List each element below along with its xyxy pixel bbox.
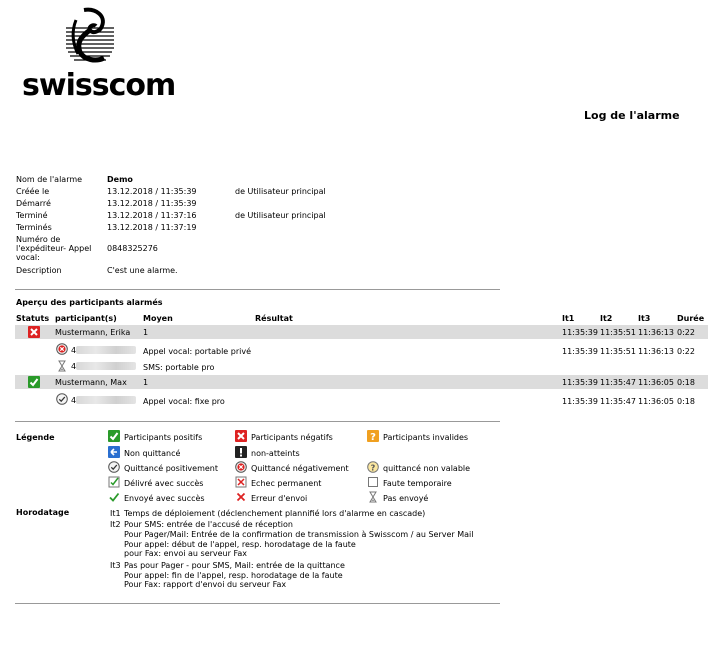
circle-x-icon — [235, 461, 247, 473]
legend-label: Participants invalides — [383, 433, 469, 442]
participant-means: 1 — [143, 328, 149, 337]
timestamps-heading: Horodatage — [16, 508, 70, 517]
timestamp-text: Pas pour Pager - pour SMS, Mail: entrée de la quittance — [124, 561, 345, 570]
duration-value: 0:18 — [677, 397, 695, 406]
black-exclamation-icon — [235, 446, 247, 458]
detail-label: Terminés — [16, 223, 52, 232]
svg-text:?: ? — [370, 432, 376, 442]
duration-value: 0:22 — [677, 347, 695, 356]
col-duration: Durée — [677, 314, 705, 323]
divider — [15, 421, 500, 422]
detail-label: Nom de l'alarme — [16, 175, 83, 184]
it3-value: 11:36:13 — [638, 347, 674, 356]
it2-value: 11:35:51 — [600, 347, 636, 356]
redacted-number — [76, 346, 136, 354]
orange-question-icon — [367, 430, 379, 442]
legend-label: non-atteints — [251, 449, 300, 458]
col-it1: It1 — [562, 314, 575, 323]
legend-label: Quittancé négativement — [251, 464, 349, 473]
detail-label: Description — [16, 266, 62, 275]
legend-label: Délivré avec succès — [124, 479, 204, 488]
detail-value: Demo — [107, 175, 133, 184]
legend-label: Faute temporaire — [383, 479, 452, 488]
redacted-number — [76, 396, 136, 404]
duration-value: 0:18 — [677, 378, 695, 387]
duration-value: 0:22 — [677, 328, 695, 337]
detail-value: 13.12.2018 / 11:35:39 — [107, 199, 197, 208]
col-it2: It2 — [600, 314, 613, 323]
legend-label: Envoyé avec succès — [124, 494, 205, 503]
circle-question-icon — [367, 461, 379, 473]
legend-label: quittancé non valable — [383, 464, 471, 473]
participant-means: 1 — [143, 378, 149, 387]
blue-back-arrow-icon — [108, 446, 120, 458]
legend-label: Pas envoyé — [383, 494, 429, 503]
detail-label: Terminé — [16, 211, 48, 220]
hourglass-icon — [367, 491, 379, 503]
timestamp-text: Pour Fax: rapport d'envoi du serveur Fax — [124, 580, 287, 589]
svg-text:?: ? — [370, 463, 376, 473]
red-x-icon — [235, 430, 247, 442]
legend-heading: Légende — [16, 433, 55, 442]
it2-value: 11:35:47 — [600, 397, 636, 406]
detail-extra: de Utilisateur principal — [235, 187, 326, 196]
legend-label: Participants négatifs — [251, 433, 333, 442]
green-check-icon — [28, 376, 40, 388]
timestamp-tag: It2 — [110, 520, 121, 529]
it1-value: 11:35:39 — [562, 397, 598, 406]
it1-value: 11:35:39 — [562, 347, 598, 356]
timestamp-tag: It1 — [110, 509, 121, 518]
timestamp-text: Pour appel: fin de l'appel, resp. horodatage de la faute — [124, 571, 343, 580]
report-title: Log de l'alarme — [584, 109, 680, 122]
detail-value: 13.12.2018 / 11:35:39 — [107, 187, 197, 196]
device-number: 4 — [71, 346, 77, 355]
col-result: Résultat — [255, 314, 293, 323]
it2-value: 11:35:51 — [600, 328, 636, 337]
legend-label: Quittancé positivement — [124, 464, 218, 473]
brand-logo — [22, 6, 176, 103]
detail-extra: de Utilisateur principal — [235, 211, 326, 220]
it3-value: 11:36:05 — [638, 397, 674, 406]
it3-value: 11:36:13 — [638, 328, 674, 337]
circle-check-icon — [56, 393, 68, 405]
participant-name: Mustermann, Max — [55, 378, 127, 387]
device-means: Appel vocal: portable privé — [143, 347, 252, 356]
circle-x-icon — [56, 343, 68, 355]
device-means: Appel vocal: fixe pro — [143, 397, 225, 406]
device-number: 4 — [71, 396, 77, 405]
temp-fail-icon — [367, 476, 379, 488]
detail-value: C'est une alarme. — [107, 266, 178, 275]
legend-label: Echec permanent — [251, 479, 322, 488]
divider — [15, 603, 500, 604]
hourglass-icon — [56, 360, 68, 372]
legend-label: Erreur d'envoi — [251, 494, 308, 503]
device-means: SMS: portable pro — [143, 363, 215, 372]
col-it3: It3 — [638, 314, 651, 323]
swisscom-lifeform-icon — [56, 6, 116, 68]
divider — [15, 289, 500, 290]
detail-label: Numéro de l'expéditeur- Appel vocal: — [16, 235, 92, 262]
timestamp-text: Pour Pager/Mail: Entrée de la confirmation de transmission à Swisscom / au Server Mail — [124, 530, 474, 539]
device-number: 4 — [71, 362, 77, 371]
legend-label: Participants positifs — [124, 433, 203, 442]
sent-check-icon — [108, 491, 120, 503]
it3-value: 11:36:05 — [638, 378, 674, 387]
participant-name: Mustermann, Erika — [55, 328, 131, 337]
legend-label: Non quittancé — [124, 449, 181, 458]
it1-value: 11:35:39 — [562, 378, 598, 387]
timestamp-text: Pour SMS: entrée de l'accusé de réception — [124, 520, 293, 529]
permanent-fail-icon — [235, 476, 247, 488]
timestamp-tag: It3 — [110, 561, 121, 570]
overview-heading: Aperçu des participants alarmés — [16, 298, 163, 307]
green-check-icon — [108, 430, 120, 442]
detail-value: 13.12.2018 / 11:37:19 — [107, 223, 197, 232]
red-x-icon — [28, 326, 40, 338]
detail-value: 13.12.2018 / 11:37:16 — [107, 211, 197, 220]
delivered-check-icon — [108, 476, 120, 488]
send-error-icon — [235, 491, 247, 503]
brand-wordmark: swisscom — [22, 68, 176, 103]
col-status: Statuts — [16, 314, 50, 323]
detail-label: Créée le — [16, 187, 50, 196]
it1-value: 11:35:39 — [562, 328, 598, 337]
detail-label: Démarré — [16, 199, 51, 208]
col-participant: participant(s) — [55, 314, 117, 323]
timestamp-text: Temps de déploiement (déclenchement plannifié lors d'alarme en cascade) — [124, 509, 426, 518]
redacted-number — [76, 362, 136, 370]
detail-value: 0848325276 — [107, 244, 158, 253]
timestamp-text: Pour appel: début de l'appel, resp. horodatage de la faute — [124, 540, 356, 549]
it2-value: 11:35:47 — [600, 378, 636, 387]
circle-check-icon — [108, 461, 120, 473]
col-means: Moyen — [143, 314, 173, 323]
timestamp-text: pour Fax: envoi au serveur Fax — [124, 549, 247, 558]
